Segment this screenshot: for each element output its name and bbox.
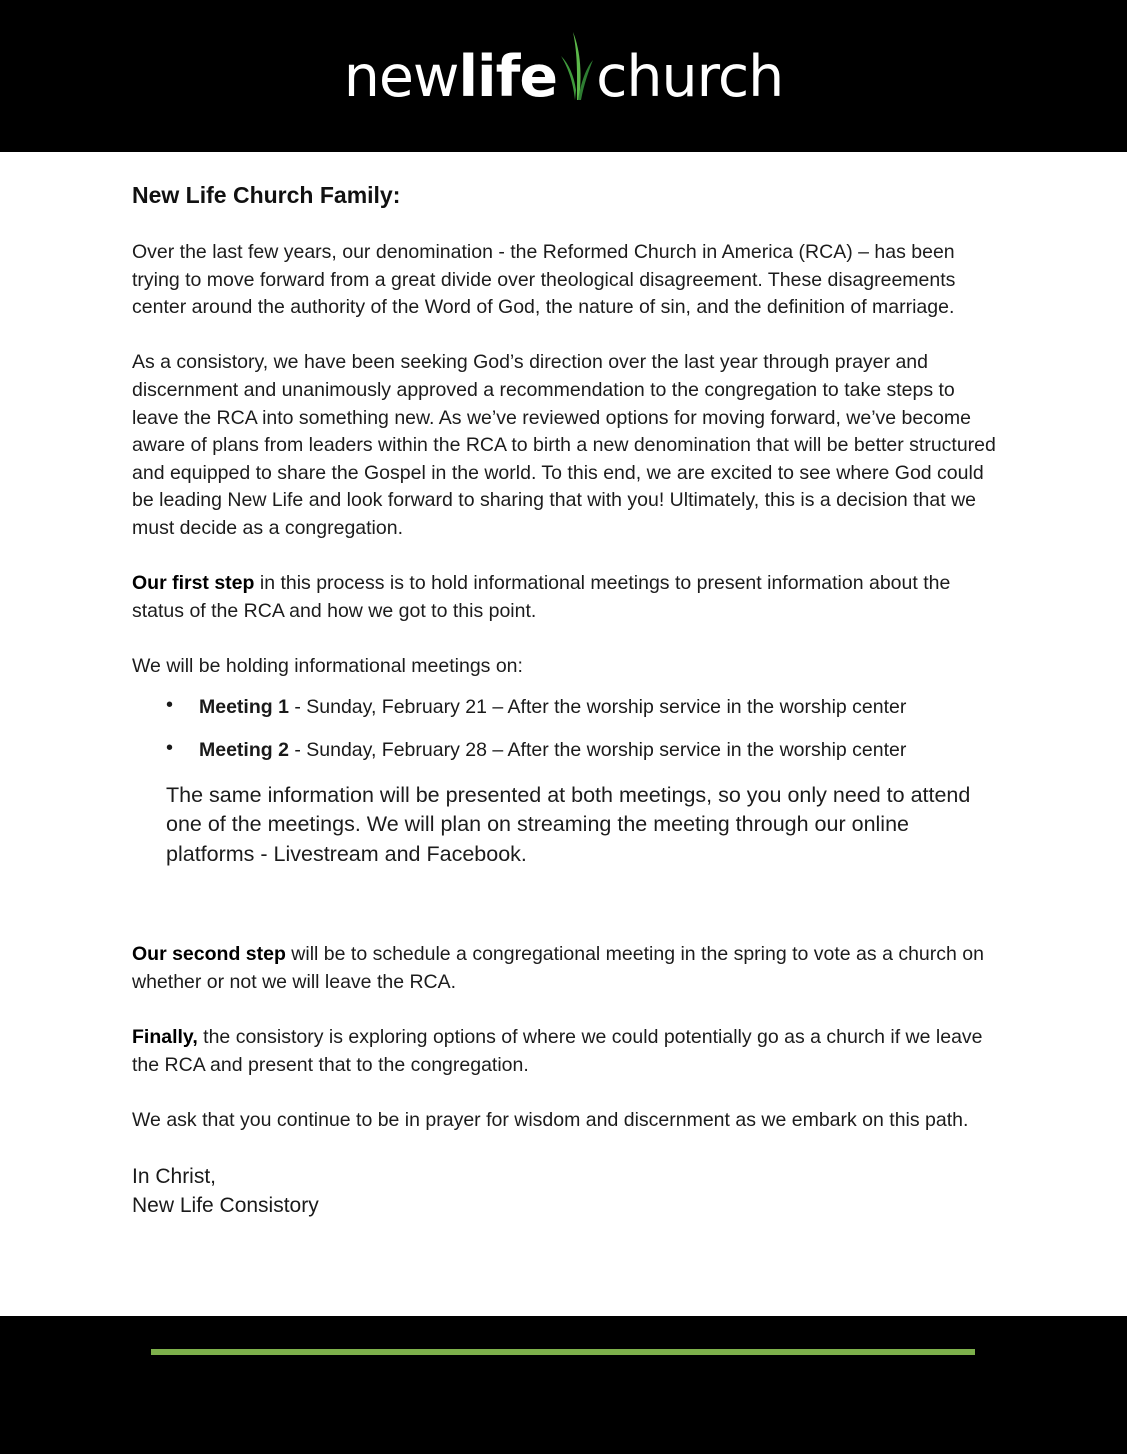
- finally-text: the consistory is exploring options of where we could potentially go as a church if we leave the RCA and present that to the congregation.: [132, 1025, 983, 1076]
- meetings-intro: We will be holding informational meetings on:: [132, 654, 523, 677]
- meeting-detail: - Sunday, February 28 – After the worship service in the worship center: [288, 739, 907, 762]
- closing: In Christ,: [132, 1164, 217, 1188]
- paragraph-second-step: [132, 941, 1002, 996]
- first-step-lead: Our first step: [132, 572, 255, 595]
- meetings-note: The same information will be presented at both meetings, so you only need to attend one of the meetings. We will plan on streaming the meeting through our online platforms - Livestream and Facebook.: [166, 782, 971, 866]
- logo-word-new: new: [343, 44, 459, 110]
- logo-word-life: life: [458, 44, 558, 110]
- grass-leaf-icon: [559, 30, 595, 102]
- second-step-lead: Our second step: [132, 943, 286, 966]
- meeting-detail: - Sunday, February 21 – After the worship service in the worship center: [288, 695, 907, 718]
- first-step-text: in this process is to hold informational meetings to present information about the status of the RCA and how we got to this point.: [132, 572, 951, 622]
- list-item: [166, 737, 1002, 765]
- logo-word-church: church: [596, 44, 784, 110]
- letterhead-header: [0, 0, 1127, 152]
- letter-body: [132, 176, 1002, 1220]
- letter-greeting: New Life Church Family:: [132, 182, 401, 208]
- church-logo: [0, 30, 1127, 120]
- meeting-title: Meeting 1: [199, 695, 289, 718]
- bullet-icon: •: [166, 737, 174, 760]
- paragraph-finally: [132, 1024, 1002, 1079]
- finally-lead: Finally,: [132, 1025, 198, 1048]
- bullet-icon: •: [166, 693, 174, 716]
- second-step-text: will be to schedule a congregational meeting in the spring to vote as a church on whether or not we will leave the RCA.: [132, 943, 984, 993]
- paragraph-denomination: Over the last few years, our denomination - the Reformed Church in America (RCA) – has been trying to move forward from a great divide over theological disagreement. These disagreements center around the authority of the Word of God, the nature of sin, and the definition of marriage.: [132, 241, 956, 319]
- paragraph-first-step: [132, 570, 1002, 625]
- meeting-title: Meeting 2: [199, 739, 289, 762]
- paragraph-prayer: We ask that you continue to be in prayer for wisdom and discernment as we embark on this path.: [132, 1108, 969, 1131]
- letterhead-footer: [0, 1316, 1127, 1454]
- paragraph-consistory: As a consistory, we have been seeking God’s direction over the last year through prayer and discernment and unanimously approved a recommendation to the congregation to take steps to leave the RCA into something new. As we’ve reviewed options for moving forward, we’ve become aware of plans from leaders within the RCA to birth a new denomination that will be better structured and equipped to share the Gospel in the world. To this end, we are excited to see where God could be leading New Life and look forward to sharing that with you! Ultimately, this is a decision that we must decide as a congregation.: [132, 351, 996, 539]
- footer-accent-rule: [151, 1349, 975, 1355]
- signature: New Life Consistory: [132, 1193, 319, 1217]
- list-item: [166, 694, 1002, 722]
- meetings-list: [132, 694, 1002, 765]
- section-spacer: [132, 869, 1002, 941]
